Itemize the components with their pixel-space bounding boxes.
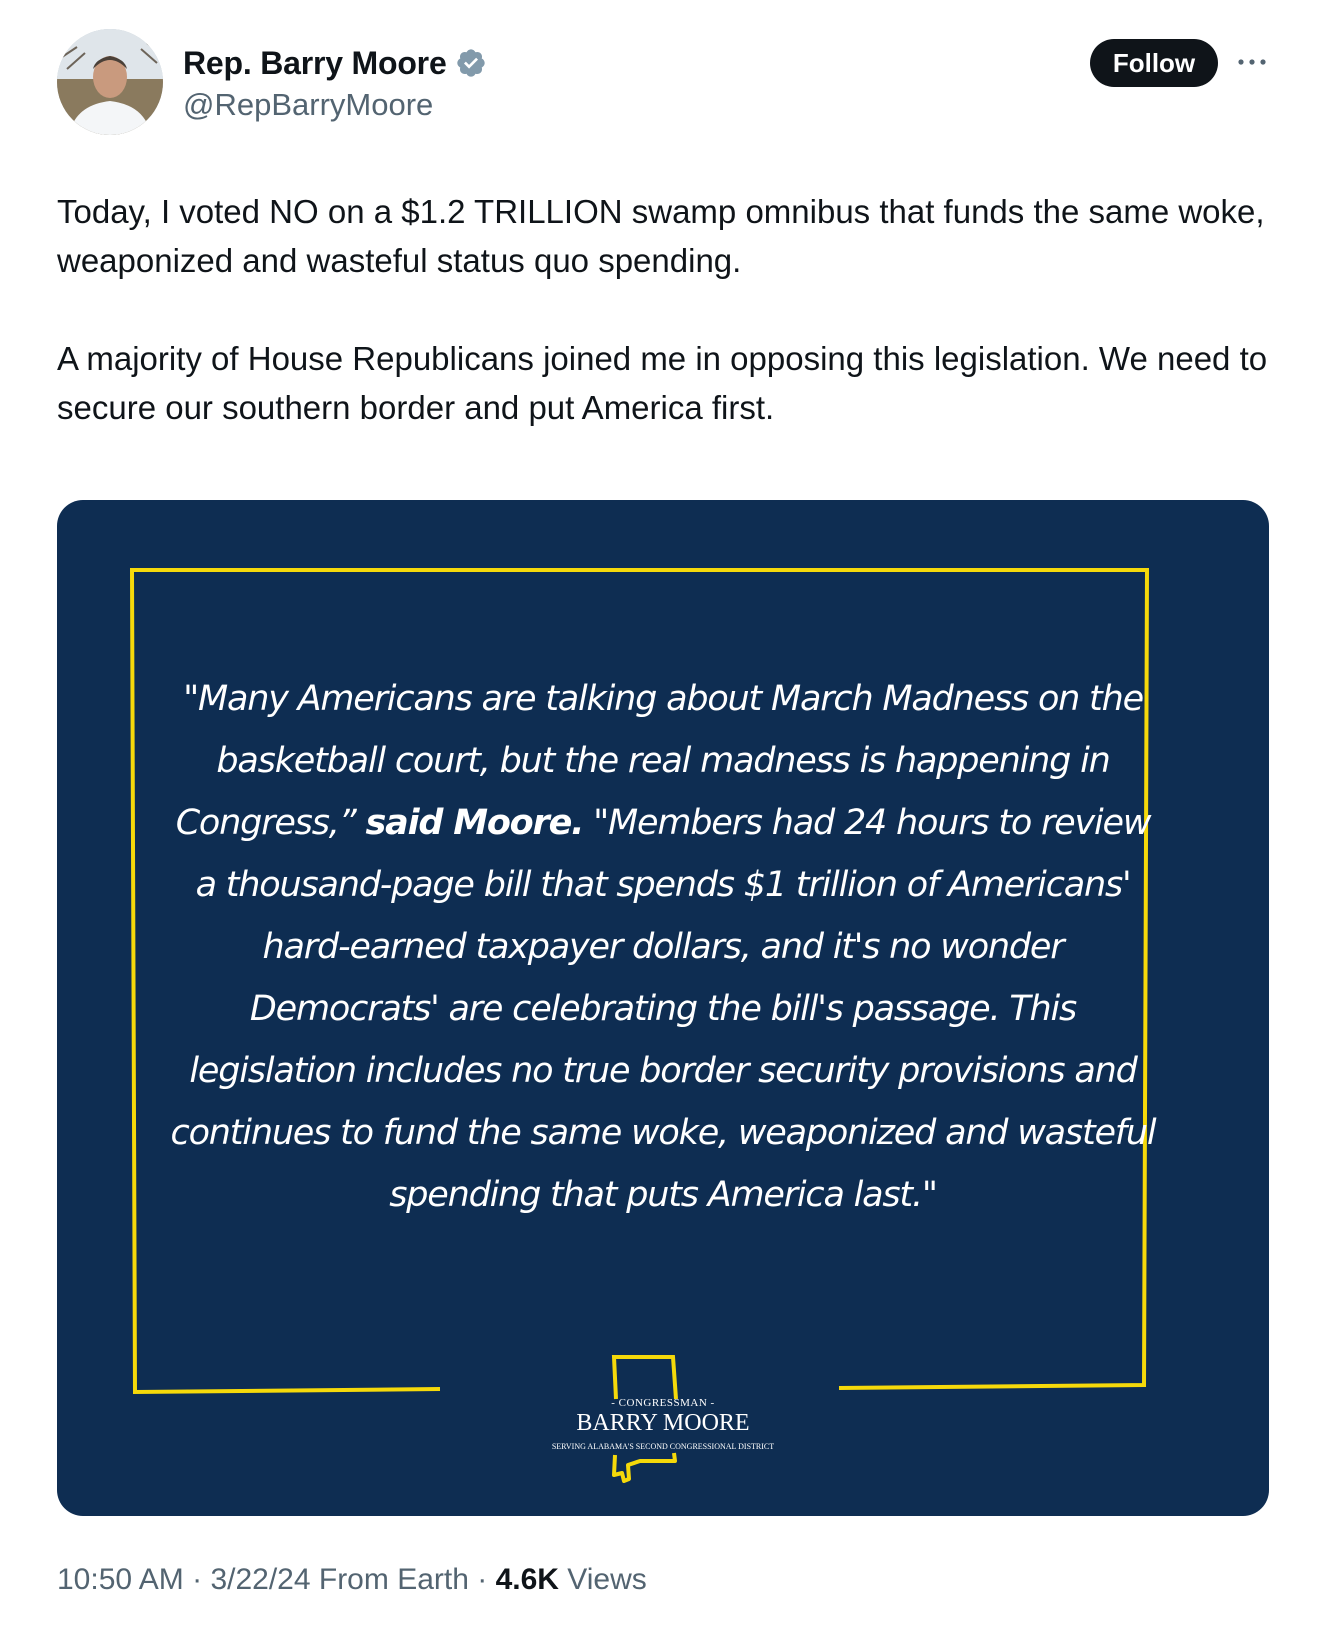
quote-attribution: said Moore. [365, 803, 584, 843]
tweet-header [57, 29, 1269, 137]
meta-separator: · [183, 1563, 211, 1596]
quote-part-1: "Many Americans are talking about March Madness on the basketball court, but the real madness is happening in Congress,” [175, 679, 1143, 843]
logo-line-2: BARRY MOORE [576, 1410, 750, 1436]
tweet-date[interactable]: 3/22/24 [210, 1563, 311, 1596]
quote-text [167, 668, 1159, 1226]
quote-part-2: "Members had 24 hours to review a thousand-page bill that spends $1 trillion of Americans' hard-earned taxpayer dollars, and it's no wonder Democrats' are celebrating the bill's passage. This legislation includes no true border security provisions and continues to fund the same woke, weaponized and wasteful spending that puts America last." [170, 803, 1156, 1215]
tweet-paragraph-2: A majority of House Republicans joined me in opposing this legislation. We need to secure our southern border and put America first. [57, 340, 1268, 426]
logo-line-3: SERVING ALABAMA'S SECOND CONGRESSIONAL DISTRICT [551, 1442, 775, 1451]
views-count[interactable]: 4.6K [495, 1563, 559, 1596]
tweet-source: From Earth [310, 1563, 469, 1596]
logo-line-1: - CONGRESSMAN - [611, 1397, 715, 1409]
verified-badge-icon[interactable] [455, 47, 487, 79]
tweet-media-image[interactable] [57, 500, 1269, 1516]
meta-separator: · [468, 1563, 496, 1596]
tweet-time[interactable]: 10:50 AM [57, 1563, 184, 1596]
tweet-text [57, 187, 1269, 432]
author-handle[interactable]: @RepBarryMoore [183, 87, 434, 122]
tweet-meta [57, 1563, 647, 1597]
views-label: Views [558, 1563, 647, 1596]
display-name[interactable]: Rep. Barry Moore [183, 44, 447, 81]
follow-button[interactable]: Follow [1090, 39, 1218, 87]
more-options-icon[interactable] [1235, 45, 1269, 79]
congressman-logo [532, 1355, 794, 1495]
author-block [183, 43, 487, 123]
avatar[interactable] [57, 29, 163, 135]
display-name-row [183, 43, 487, 83]
tweet-paragraph-1: Today, I voted NO on a $1.2 TRILLION swamp omnibus that funds the same woke, weaponized and wasteful status quo spending. [57, 193, 1265, 279]
